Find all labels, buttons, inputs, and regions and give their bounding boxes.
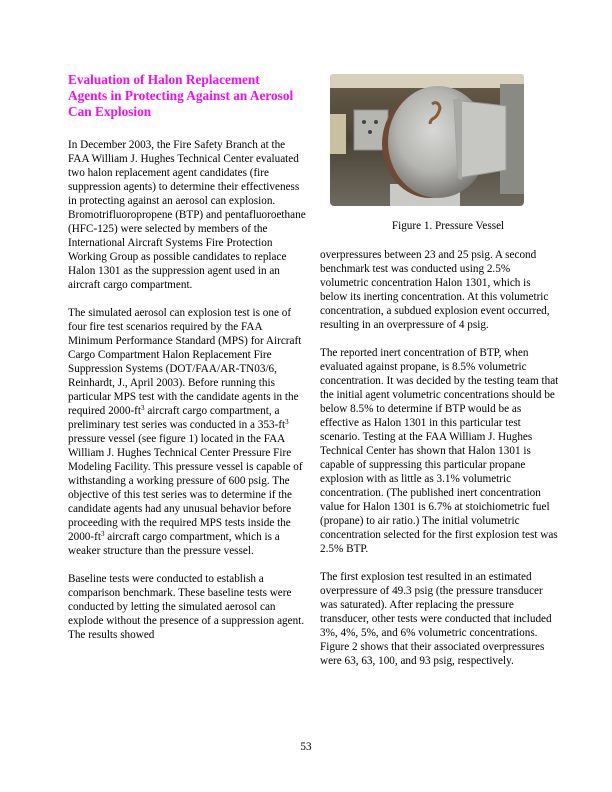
paragraph-text: The simulated aerosol can explosion test is one of four fire test scenarios required by the FAA Minimum Performance Standard (MPS) for Aircraft Cargo Compartment Halon Replacement Fire Suppression Systems (DOT/FAA/AR-TN03/6, Reinhardt, J., April 2003). Before running this particular MPS test with the candidate agents in the required 2000-ft: [68, 307, 302, 417]
btp-concentration-paragraph: The reported inert concentration of BTP, when evaluated against propane, is 8.5% volumetric concentration. It was decided by the testing team that the initial agent volumetric concentrations should be below 8.5% to determine if BTP would be as effective as Halon 1301 in this particular test scenario. Testing at the FAA William J. Hughes Technical Center has shown that Halon 1301 is capable of suppressing this particular propane explosion with as little as 3.1% volumetric concentration. (The published inert concentration value for Halon 1301 is 6.7% at stoichiometric fuel (propane) to air ratio.) The initial volumetric concentration selected for the first explosion test was 2.5% BTP.: [320, 347, 559, 555]
left-column: [68, 72, 308, 656]
paragraph-text: aircraft cargo compartment, which is a weaker structure than the pressure vessel.: [68, 531, 280, 557]
superscript: 3: [100, 530, 105, 538]
paragraph-text: aircraft cargo compartment, a preliminary test series was conducted in a 353-ft: [68, 405, 286, 431]
baseline-paragraph: Baseline tests were conducted to establish a comparison benchmark. These baseline tests were conducted by letting the simulated aerosol can explode without the presence of a suppression agent. The results showed: [68, 573, 305, 641]
article-title: Evaluation of Halon Replacement Agents in Protecting Against an Aerosol Can Explosion: [68, 72, 294, 119]
benchmark-paragraph: overpressures between 23 and 25 psig. A second benchmark test was conducted using 2.5% volumetric concentration Halon 1301, which is below its inerting concentration. At this volumetric concentration, a subdued explosion event occurred, resulting in an overpressure of 4 psig.: [320, 249, 550, 331]
test-scenario-paragraph: [68, 306, 308, 558]
page-number: 53: [300, 741, 312, 753]
paragraph-text: pressure vessel (see figure 1) located in the FAA William J. Hughes Technical Center Pressure Fire Modeling Facility. This pressure vessel is capable of withstanding a working pressure of 600 psig. The objective of this test series was to determine if the candidate agents had any unusual behavior before proceeding with the required MPS tests inside the 2000-ft: [68, 433, 303, 543]
superscript: 3: [285, 418, 289, 426]
superscript: 3: [141, 404, 145, 412]
figure-caption: Figure 1. Pressure Vessel: [391, 220, 505, 232]
pressure-vessel-photo: [330, 74, 524, 206]
right-column: [320, 248, 560, 682]
intro-paragraph: In December 2003, the Fire Safety Branch at the FAA William J. Hughes Technical Center evaluated two halon replacement agent candidates (fire suppression agents) to determine their effectiveness in protecting against an aerosol can explosion. Bromotrifluoropropene (BTP) and pentafluoroethane (HFC-125) were selected by members of the International Aircraft Systems Fire Protection Working Group as possible candidates to replace Halon 1301 as the suppression agent used in an aircraft cargo compartment.: [68, 139, 306, 291]
explosion-results-paragraph: The first explosion test resulted in an estimated overpressure of 49.3 psig (the pressure transducer was saturated). After replacing the pressure transducer, other tests were conducted that included 3%, 4%, 5%, and 6% volumetric concentrations. Figure 2 shows that their associated overpressures were 63, 63, 100, and 93 psig, respectively.: [320, 571, 552, 667]
